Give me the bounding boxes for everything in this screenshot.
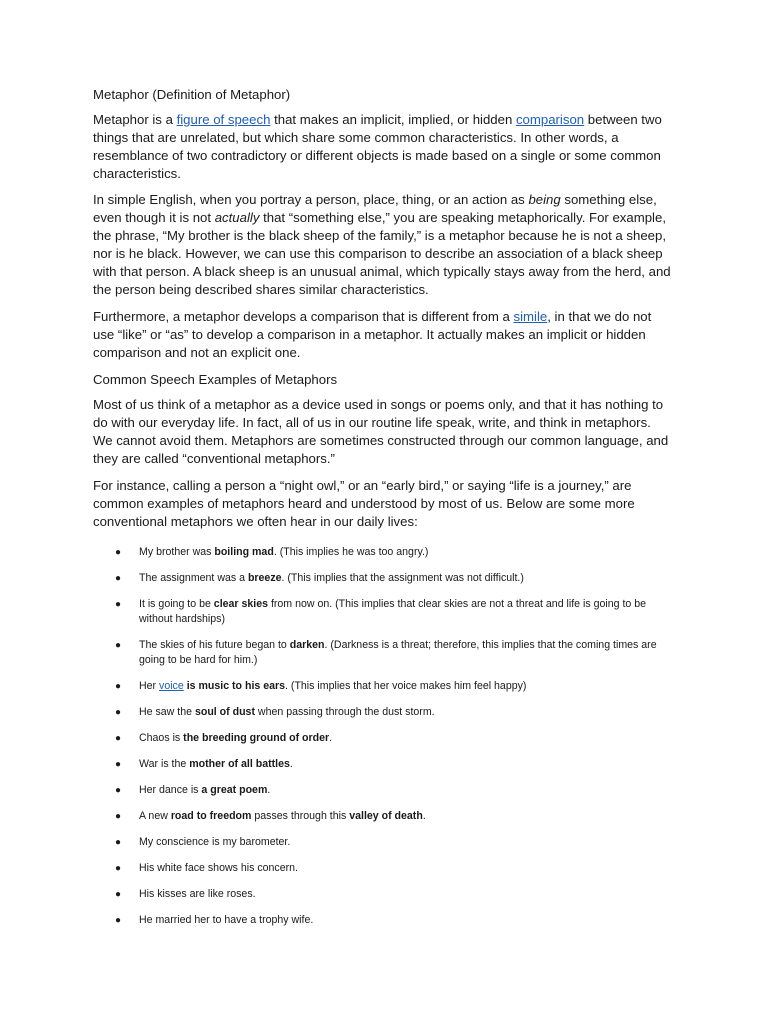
text: The assignment was a bbox=[139, 572, 248, 584]
text: . (This implies he was too angry.) bbox=[273, 546, 429, 558]
bold-text: the breeding ground of order bbox=[183, 732, 330, 744]
bold-text: is music to his ears bbox=[183, 680, 286, 692]
text: Her bbox=[139, 680, 160, 692]
paragraph-furthermore bbox=[93, 308, 672, 362]
text: passes through this bbox=[251, 810, 350, 822]
text: . (This implies that her voice makes him feel happy) bbox=[285, 680, 527, 692]
text: between two things that are unrelated, but which share some common characteristics. In other words, a resemblance of two contradictory or different objects is made based on a single or some common characteristics. bbox=[93, 112, 662, 181]
text: from now on. (This implies that clear skies are not a threat and life is going to be without hardships) bbox=[139, 598, 647, 625]
bold-text: valley of death bbox=[349, 810, 423, 822]
list-item bbox=[93, 913, 672, 928]
list-item bbox=[93, 571, 672, 586]
italic-text: actually bbox=[214, 210, 260, 225]
paragraph-instance: For instance, calling a person a “night owl,” or an “early bird,” or saying “life is a journey,” are common examples of metaphors heard and understood by most of us. Below are some more conventional metaphors we often hear in our daily lives: bbox=[93, 478, 635, 529]
examples-list bbox=[93, 545, 672, 928]
list-item bbox=[93, 597, 672, 627]
bold-text: soul of dust bbox=[194, 706, 255, 718]
text: . (This implies that the assignment was not difficult.) bbox=[281, 572, 524, 584]
bullet-icon: ● bbox=[115, 599, 122, 610]
bullet-icon: ● bbox=[115, 863, 122, 874]
text: In simple English, when you portray a person, place, thing, or an action as bbox=[93, 192, 529, 207]
text: He saw the bbox=[139, 706, 195, 718]
bullet-icon: ● bbox=[115, 785, 122, 796]
bold-text: mother of all battles bbox=[189, 758, 290, 770]
list-item bbox=[93, 638, 672, 668]
bullet-icon: ● bbox=[115, 640, 122, 651]
list-item bbox=[93, 887, 672, 902]
text: A new bbox=[139, 810, 171, 822]
bold-text: breeze bbox=[247, 572, 282, 584]
figure-of-speech-link[interactable]: figure of speech bbox=[176, 112, 271, 127]
bullet-icon: ● bbox=[115, 889, 122, 900]
text: Furthermore, a metaphor develops a comparison that is different from a bbox=[93, 309, 514, 324]
list-item bbox=[93, 757, 672, 772]
bold-text: a great poem bbox=[201, 784, 268, 796]
text: My conscience is my barometer. bbox=[139, 836, 291, 848]
list-item bbox=[93, 679, 672, 694]
bullet-icon: ● bbox=[115, 733, 122, 744]
text: that makes an implicit, implied, or hidden bbox=[270, 112, 516, 127]
text: something else, even though it is not bbox=[93, 192, 657, 225]
text: . bbox=[267, 784, 271, 796]
text: , in that we do not use “like” or “as” to develop a comparison in a metaphor. It actually makes an implicit or hidden comparison and not an explicit one. bbox=[93, 309, 652, 360]
bold-text: road to freedom bbox=[170, 810, 252, 822]
list-item bbox=[93, 545, 672, 560]
bullet-icon: ● bbox=[115, 759, 122, 770]
bold-text: darken bbox=[289, 639, 325, 651]
list-item bbox=[93, 861, 672, 876]
text: Her dance is bbox=[139, 784, 202, 796]
list-item bbox=[93, 835, 672, 850]
text: It is going to be bbox=[139, 598, 214, 610]
text: He married her to have a trophy wife. bbox=[139, 914, 314, 926]
text: The skies of his future began to bbox=[139, 639, 290, 651]
text: His white face shows his concern. bbox=[139, 862, 298, 874]
comparison-link[interactable]: comparison bbox=[515, 112, 585, 127]
list-item bbox=[93, 705, 672, 720]
text: His kisses are like roses. bbox=[139, 888, 256, 900]
bold-text: boiling mad bbox=[214, 546, 274, 558]
text: when passing through the dust storm. bbox=[254, 706, 435, 718]
bullet-icon: ● bbox=[115, 915, 122, 926]
list-item bbox=[93, 731, 672, 746]
bold-text: clear skies bbox=[213, 598, 268, 610]
text: . (Darkness is a threat; therefore, this implies that the coming times are going to be hard for him.) bbox=[139, 639, 657, 666]
voice-link[interactable]: voice bbox=[159, 680, 184, 692]
bullet-icon: ● bbox=[115, 573, 122, 584]
paragraph-simple-english bbox=[93, 191, 672, 299]
page-title: Metaphor (Definition of Metaphor) bbox=[93, 87, 291, 102]
text: . bbox=[329, 732, 333, 744]
section-heading: Common Speech Examples of Metaphors bbox=[93, 372, 338, 387]
bullet-icon: ● bbox=[115, 707, 122, 718]
bullet-icon: ● bbox=[115, 811, 122, 822]
text: War is the bbox=[139, 758, 190, 770]
paragraph-definition bbox=[93, 111, 672, 183]
paragraph-everyday: Most of us think of a metaphor as a device used in songs or poems only, and that it has nothing to do with our everyday life. In fact, all of us in our routine life speak, write, and think in metaphors. We cannot avoid them. Metaphors are sometimes constructed through our common language, and they are called “conventional metaphors.” bbox=[93, 397, 669, 466]
text: My brother was bbox=[139, 546, 215, 558]
text: Chaos is bbox=[139, 732, 184, 744]
text: . bbox=[289, 758, 293, 770]
italic-text: being bbox=[528, 192, 561, 207]
list-item bbox=[93, 809, 672, 824]
text: . bbox=[422, 810, 426, 822]
bullet-icon: ● bbox=[115, 547, 122, 558]
text: that “something else,” you are speaking metaphorically. For example, the phrase, “My brother is the black sheep of the family,” is a metaphor because he is not a sheep, nor is he black. However, we can use this comparison to describe an association of a black sheep with that person. A black sheep is an unusual animal, which typically stays away from the herd, and the person being described shares similar characteristics. bbox=[93, 210, 671, 297]
text: Metaphor is a bbox=[93, 112, 177, 127]
simile-link[interactable]: simile bbox=[513, 309, 548, 324]
list-item bbox=[93, 783, 672, 798]
bullet-icon: ● bbox=[115, 681, 122, 692]
bullet-icon: ● bbox=[115, 837, 122, 848]
